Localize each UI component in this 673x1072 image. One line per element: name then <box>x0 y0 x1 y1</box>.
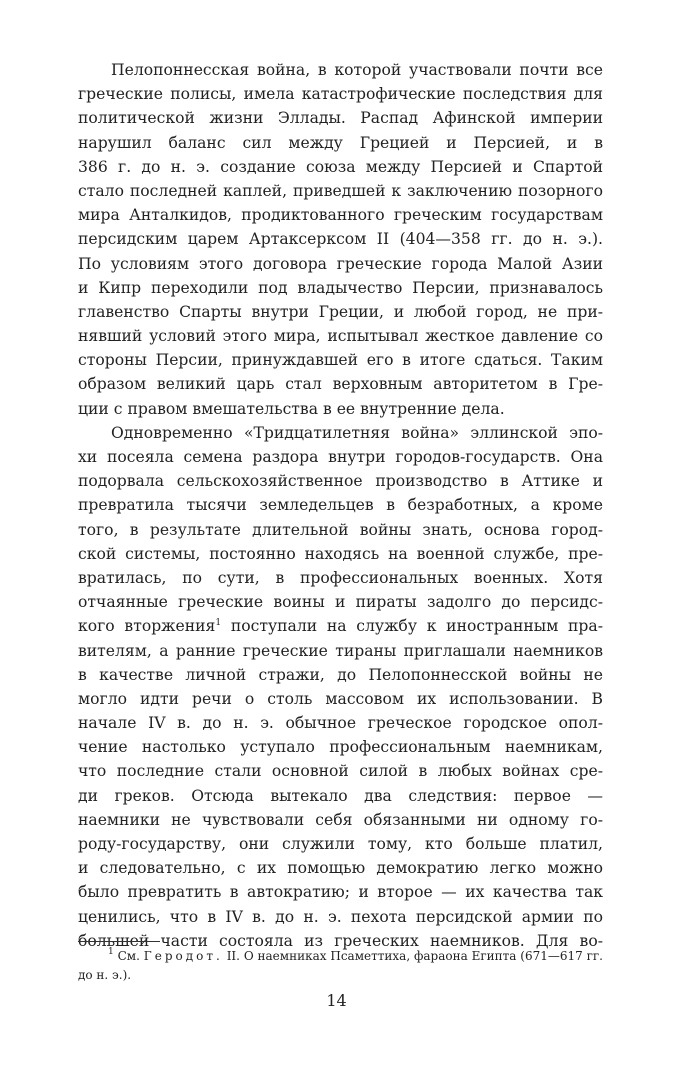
text-line: стало последней каплей, приведшей к заключению позорного <box>78 181 603 200</box>
text-line: персидским царем Артаксерксом II (404—358 гг. до н. э.). <box>78 230 603 249</box>
text-line: образом великий царь стал верховным авторитетом в Гре- <box>78 375 603 394</box>
footnote-author: Геродот. <box>143 949 223 963</box>
footnote-text: II. О наемниках Псаметтиха, фараона Египта (671—617 гг. <box>226 949 603 963</box>
text-line: большей части состояла из греческих наемников. Для во- <box>78 931 603 950</box>
text-line: нявший условий этого мира, испытывал жесткое давление со <box>78 327 603 346</box>
text-fragment: поступали на службу к иностранным пра- <box>230 617 603 636</box>
text-line: хи посеяла семена раздора внутри городов-государств. Она <box>78 448 603 466</box>
footnote-reference[interactable]: 1 <box>215 618 222 629</box>
text-line: могло идти речи о столь массовом их использовании. В <box>78 689 603 708</box>
text-line: было превратить в автократию; и второе — их качества так <box>78 883 603 902</box>
text-line: ции с правом вмешательства в ее внутренние дела. <box>78 399 505 418</box>
text-line: нарушил баланс сил между Грецией и Персией, и в <box>78 133 603 152</box>
text-line: ди греков. Отсюда вытекало два следствия: первое — <box>78 786 603 805</box>
text-line: того, в результате длительной войны знать, основа город- <box>78 520 603 539</box>
text-line: Одновременно «Тридцатилетняя война» эллинской эпо- <box>111 423 603 442</box>
text-line <box>78 614 603 638</box>
text-line: ской системы, постоянно находясь на военной службе, пре- <box>78 544 603 563</box>
footnote-line: до н. э.). <box>78 968 132 982</box>
text-line: 386 г. до н. э. создание союза между Персией и Спартой <box>78 157 603 176</box>
text-line: в качестве личной стражи, до Пелопоннесской войны не <box>78 665 603 684</box>
text-line: ценились, что в IV в. до н. э. пехота персидской армии по <box>78 907 603 926</box>
text-line: чение настолько уступало профессиональным наемникам, <box>78 738 603 757</box>
text-fragment: кого вторжения <box>78 617 216 636</box>
footnote-prefix: См. <box>117 949 140 963</box>
text-line: стороны Персии, принуждавшей его в итоге сдаться. Таким <box>78 351 603 370</box>
text-line: и Кипр переходили под владычество Персии, признавалось <box>78 278 603 297</box>
text-line: политической жизни Эллады. Распад Афинской империи <box>78 109 603 128</box>
text-line: что последние стали основной силой в любых войнах сре- <box>78 762 603 781</box>
text-line: и следовательно, с их помощью демократию легко можно <box>78 859 603 878</box>
text-line: вратилась, по сути, в профессиональных военных. Хотя <box>78 568 603 587</box>
main-text <box>78 58 603 953</box>
text-line: роду-государству, они служили тому, кто больше платил, <box>78 835 603 853</box>
text-line: подорвала сельскохозяйственное производство в Аттике и <box>78 472 603 491</box>
text-line: главенство Спарты внутри Греции, и любой город, не при- <box>78 302 603 321</box>
footnote-divider <box>78 941 160 942</box>
text-line: вителям, а ранние греческие тираны приглашали наемников <box>78 641 603 660</box>
footnote-marker: 1 <box>108 947 114 957</box>
page-number: 14 <box>326 991 347 1010</box>
text-line: наемники не чувствовали себя обязанными ни одному го- <box>78 810 603 829</box>
text-line: греческие полисы, имела катастрофические последствия для <box>78 85 603 104</box>
text-line: Пелопоннесская война, в которой участвовали почти все <box>111 61 603 79</box>
text-line: мира Анталкидов, продиктованного греческим государствам <box>78 206 603 225</box>
footnote-line <box>78 947 603 966</box>
text-line: отчаянные греческие воины и пираты задолго до персидс- <box>78 593 603 612</box>
footnote <box>78 947 603 985</box>
text-line: По условиям этого договора греческие города Малой Азии <box>78 254 603 273</box>
text-line: начале IV в. до н. э. обычное греческое городское опол- <box>78 714 603 733</box>
text-line: превратила тысячи земледельцев в безработных, а кроме <box>78 496 603 515</box>
